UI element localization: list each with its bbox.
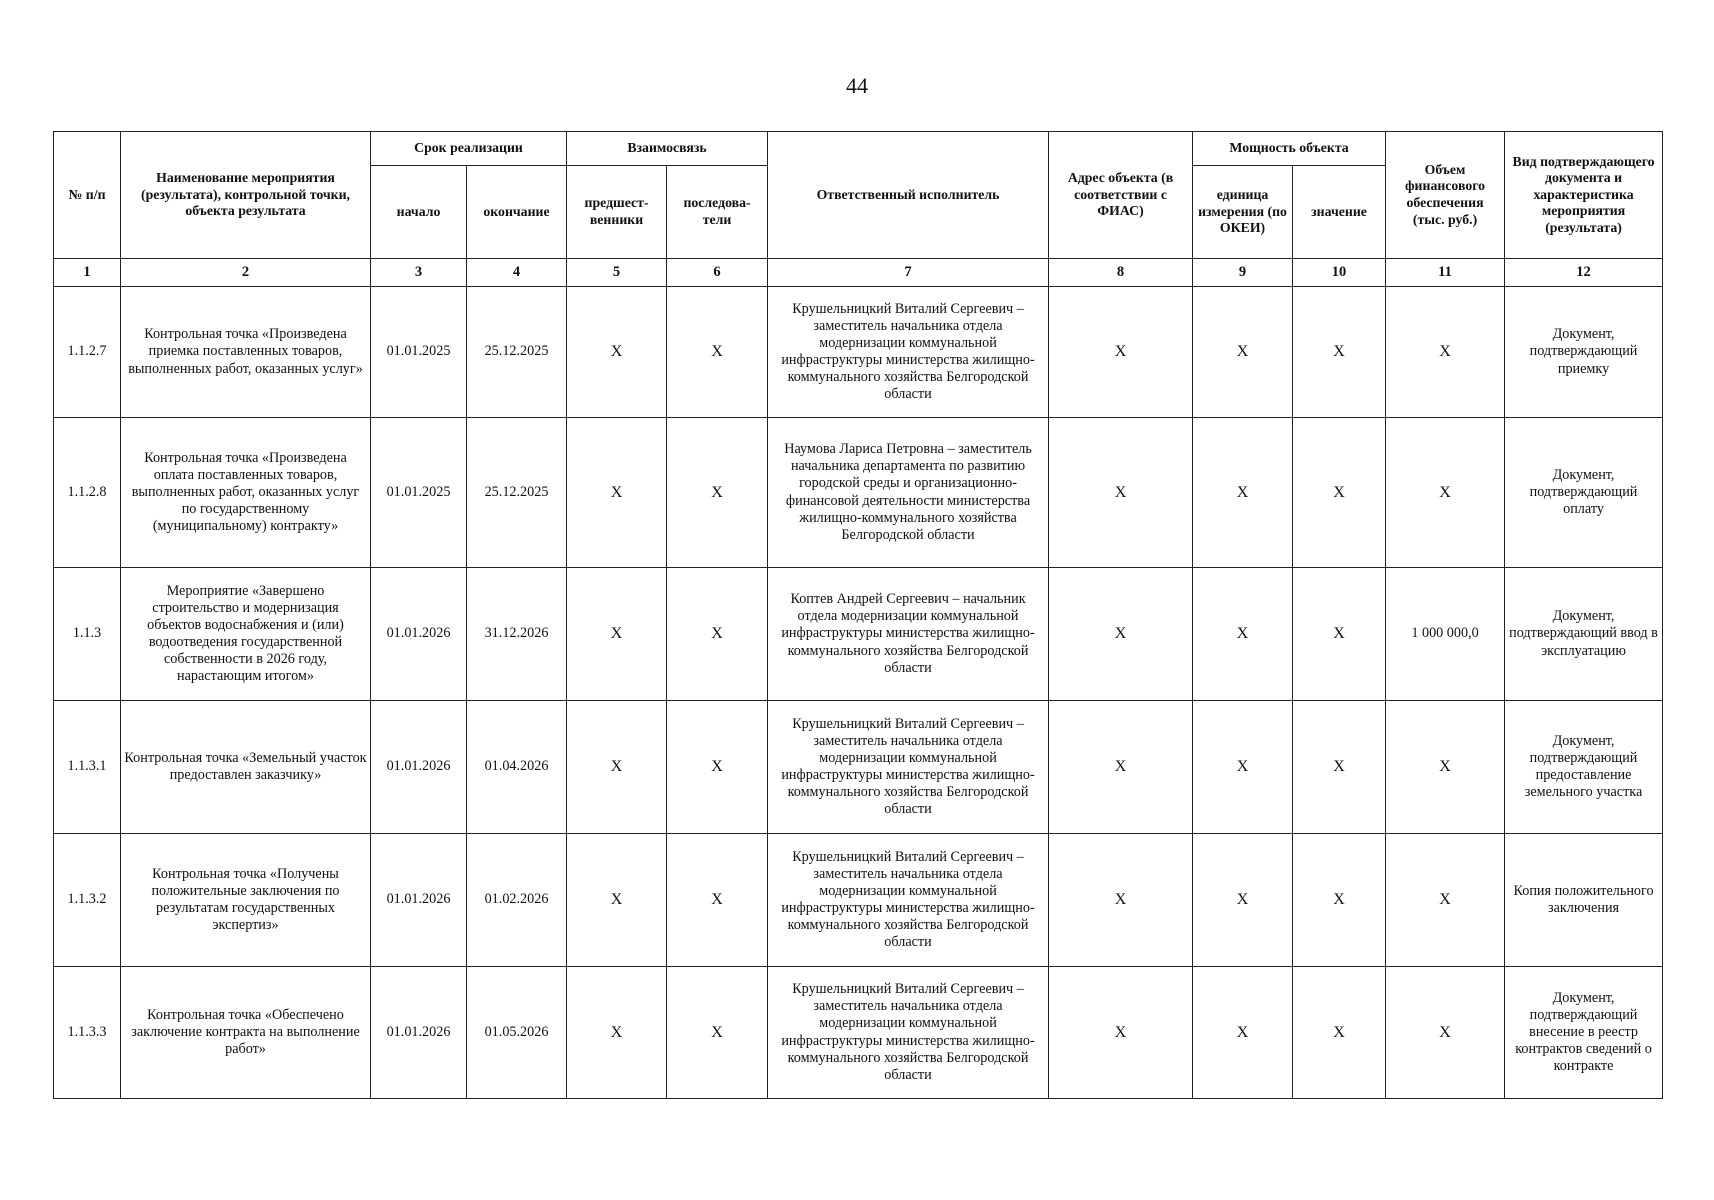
row-end: 01.05.2026 xyxy=(467,967,567,1099)
column-number: 1 xyxy=(54,259,121,287)
plan-table xyxy=(53,131,1663,1099)
row-num: 1.1.3.2 xyxy=(54,834,121,967)
header-num: № п/п xyxy=(54,132,121,259)
row-doc: Документ, подтверждающий внесение в реестр контрактов сведений о контракте xyxy=(1505,967,1663,1099)
row-doc: Документ, подтверждающий оплату xyxy=(1505,418,1663,568)
header-address: Адрес объекта (в соответствии с ФИАС) xyxy=(1049,132,1193,259)
column-number: 4 xyxy=(467,259,567,287)
header-term-group: Срок реализации xyxy=(371,132,567,166)
row-name: Контрольная точка «Обеспечено заключение контракта на выполнение работ» xyxy=(121,967,371,1099)
row-unit: X xyxy=(1193,834,1293,967)
column-number: 7 xyxy=(768,259,1049,287)
row-address: X xyxy=(1049,287,1193,418)
row-doc: Документ, подтверждающий ввод в эксплуатацию xyxy=(1505,568,1663,701)
row-doc: Документ, подтверждающий предоставление земельного участка xyxy=(1505,701,1663,834)
table-row xyxy=(54,701,1663,834)
row-name: Контрольная точка «Произведена приемка поставленных товаров, выполненных работ, оказанных услуг» xyxy=(121,287,371,418)
header-predecessors: предшест-венники xyxy=(567,166,667,259)
row-address: X xyxy=(1049,418,1193,568)
column-number: 2 xyxy=(121,259,371,287)
row-num: 1.1.3 xyxy=(54,568,121,701)
row-num: 1.1.3.1 xyxy=(54,701,121,834)
header-link-group: Взаимосвязь xyxy=(567,132,768,166)
column-number: 5 xyxy=(567,259,667,287)
row-num: 1.1.2.7 xyxy=(54,287,121,418)
page-number: 44 xyxy=(846,73,868,98)
row-executor: Крушельницкий Виталий Сергеевич – заместитель начальника отдела модернизации коммунальной инфраструктуры министерства жилищно-коммунального хозяйства Белгородской области xyxy=(768,834,1049,967)
table-row xyxy=(54,287,1663,418)
header-end: окончание xyxy=(467,166,567,259)
row-predecessors: X xyxy=(567,568,667,701)
row-volume: 1 000 000,0 xyxy=(1386,568,1505,701)
row-end: 31.12.2026 xyxy=(467,568,567,701)
row-name: Контрольная точка «Произведена оплата поставленных товаров, выполненных работ, оказанных услуг по государственному (муниципальному) контракту» xyxy=(121,418,371,568)
row-predecessors: X xyxy=(567,701,667,834)
row-num: 1.1.3.3 xyxy=(54,967,121,1099)
table-row xyxy=(54,967,1663,1099)
row-value: X xyxy=(1293,967,1386,1099)
row-successors: X xyxy=(667,967,768,1099)
row-start: 01.01.2026 xyxy=(371,568,467,701)
row-predecessors: X xyxy=(567,287,667,418)
row-unit: X xyxy=(1193,418,1293,568)
table-row xyxy=(54,834,1663,967)
header-volume: Объем финансового обеспечения (тыс. руб.) xyxy=(1386,132,1505,259)
column-number: 12 xyxy=(1505,259,1663,287)
row-predecessors: X xyxy=(567,418,667,568)
row-value: X xyxy=(1293,834,1386,967)
row-doc: Документ, подтверждающий приемку xyxy=(1505,287,1663,418)
row-successors: X xyxy=(667,568,768,701)
table-row xyxy=(54,418,1663,568)
header-name: Наименование мероприятия (результата), контрольной точки, объекта результата xyxy=(121,132,371,259)
column-number-row xyxy=(54,259,1663,287)
row-start: 01.01.2025 xyxy=(371,287,467,418)
row-executor: Крушельницкий Виталий Сергеевич – заместитель начальника отдела модернизации коммунальной инфраструктуры министерства жилищно-коммунального хозяйства Белгородской области xyxy=(768,287,1049,418)
row-address: X xyxy=(1049,568,1193,701)
row-unit: X xyxy=(1193,287,1293,418)
row-predecessors: X xyxy=(567,834,667,967)
header-doc-type: Вид подтверждающего документа и характеристика мероприятия (результата) xyxy=(1505,132,1663,259)
header-start: начало xyxy=(371,166,467,259)
row-start: 01.01.2025 xyxy=(371,418,467,568)
row-value: X xyxy=(1293,287,1386,418)
row-successors: X xyxy=(667,287,768,418)
row-address: X xyxy=(1049,967,1193,1099)
header-successors: последова-тели xyxy=(667,166,768,259)
row-unit: X xyxy=(1193,701,1293,834)
row-volume: X xyxy=(1386,967,1505,1099)
row-unit: X xyxy=(1193,568,1293,701)
column-number: 11 xyxy=(1386,259,1505,287)
column-number: 8 xyxy=(1049,259,1193,287)
row-name: Мероприятие «Завершено строительство и модернизация объектов водоснабжения и (или) водоотведения государственной собственности в 2026 году, нарастающим итогом» xyxy=(121,568,371,701)
row-volume: X xyxy=(1386,287,1505,418)
column-number: 6 xyxy=(667,259,768,287)
row-name: Контрольная точка «Земельный участок предоставлен заказчику» xyxy=(121,701,371,834)
header-executor: Ответственный исполнитель xyxy=(768,132,1049,259)
row-volume: X xyxy=(1386,834,1505,967)
row-value: X xyxy=(1293,418,1386,568)
row-end: 01.02.2026 xyxy=(467,834,567,967)
row-value: X xyxy=(1293,701,1386,834)
row-volume: X xyxy=(1386,701,1505,834)
row-start: 01.01.2026 xyxy=(371,701,467,834)
header-unit: единица измерения (по ОКЕИ) xyxy=(1193,166,1293,259)
table-row xyxy=(54,568,1663,701)
header-value: значение xyxy=(1293,166,1386,259)
row-predecessors: X xyxy=(567,967,667,1099)
row-end: 25.12.2025 xyxy=(467,418,567,568)
row-name: Контрольная точка «Получены положительные заключения по результатам государственных экспертиз» xyxy=(121,834,371,967)
row-unit: X xyxy=(1193,967,1293,1099)
row-start: 01.01.2026 xyxy=(371,834,467,967)
row-volume: X xyxy=(1386,418,1505,568)
row-successors: X xyxy=(667,418,768,568)
row-executor: Коптев Андрей Сергеевич – начальник отдела модернизации коммунальной инфраструктуры министерства жилищно-коммунального хозяйства Белгородской области xyxy=(768,568,1049,701)
column-number: 3 xyxy=(371,259,467,287)
row-executor: Крушельницкий Виталий Сергеевич – заместитель начальника отдела модернизации коммунальной инфраструктуры министерства жилищно-коммунального хозяйства Белгородской области xyxy=(768,967,1049,1099)
row-address: X xyxy=(1049,834,1193,967)
column-number: 10 xyxy=(1293,259,1386,287)
row-successors: X xyxy=(667,701,768,834)
row-executor: Крушельницкий Виталий Сергеевич – заместитель начальника отдела модернизации коммунальной инфраструктуры министерства жилищно-коммунального хозяйства Белгородской области xyxy=(768,701,1049,834)
row-value: X xyxy=(1293,568,1386,701)
row-successors: X xyxy=(667,834,768,967)
header-capacity-group: Мощность объекта xyxy=(1193,132,1386,166)
row-end: 01.04.2026 xyxy=(467,701,567,834)
row-start: 01.01.2026 xyxy=(371,967,467,1099)
table-header xyxy=(54,132,1663,287)
row-end: 25.12.2025 xyxy=(467,287,567,418)
row-executor: Наумова Лариса Петровна – заместитель начальника департамента по развитию городской среды и организационно-финансовой деятельности министерства жилищно-коммунального хозяйства Белгородской области xyxy=(768,418,1049,568)
column-number: 9 xyxy=(1193,259,1293,287)
row-num: 1.1.2.8 xyxy=(54,418,121,568)
row-doc: Копия положительного заключения xyxy=(1505,834,1663,967)
row-address: X xyxy=(1049,701,1193,834)
